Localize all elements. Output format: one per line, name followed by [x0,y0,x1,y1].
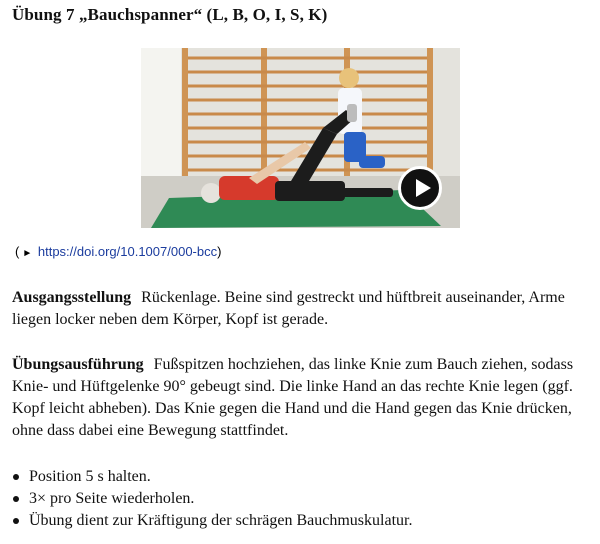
play-button[interactable] [398,166,442,210]
bullet-icon [13,496,19,502]
doi-close-paren: ) [217,244,222,259]
exercise-title: Übung 7 „Bauchspanner“ (L, B, O, I, S, K) [12,5,328,24]
list-item: Position 5 s halten. [12,466,412,488]
execution-paragraph [12,354,592,442]
instruction-list [12,466,412,532]
doi-link[interactable]: https://doi.org/10.1007/000-bcc [37,244,218,259]
list-item: 3× pro Seite wiederholen. [12,488,412,510]
bullet-icon [13,474,19,480]
bullet-icon [13,518,19,524]
execution-label: Übungsausführung [12,356,144,373]
video-doi-line [15,244,221,259]
execution-text: Fußspitzen hochziehen, das linke Knie zum Bauch ziehen, sodass Knie- und Hüftgelenke 90° gebeugt sind. Die linke Hand an das rechte Knie legen (ggf. Kopf leicht abheben). Das Knie gegen die Hand und die Hand gegen das Knie drücken, ohne dass dabei eine Bewegung stattfindet. [12,356,574,439]
play-icon [416,179,431,197]
starting-position-label: Ausgangsstellung [12,289,132,306]
exercise-video[interactable] [141,48,460,228]
list-item: Übung dient zur Kräftigung der schrägen Bauchmuskulatur. [12,510,412,532]
doi-open-paren: ( [15,244,20,259]
starting-position-text: Rückenlage. Beine sind gestreckt und hüftbreit auseinander, Arme liegen locker neben dem Körper, Kopf ist gerade. [12,289,565,328]
play-triangle-icon: ► [22,248,33,259]
starting-position-paragraph [12,287,592,331]
